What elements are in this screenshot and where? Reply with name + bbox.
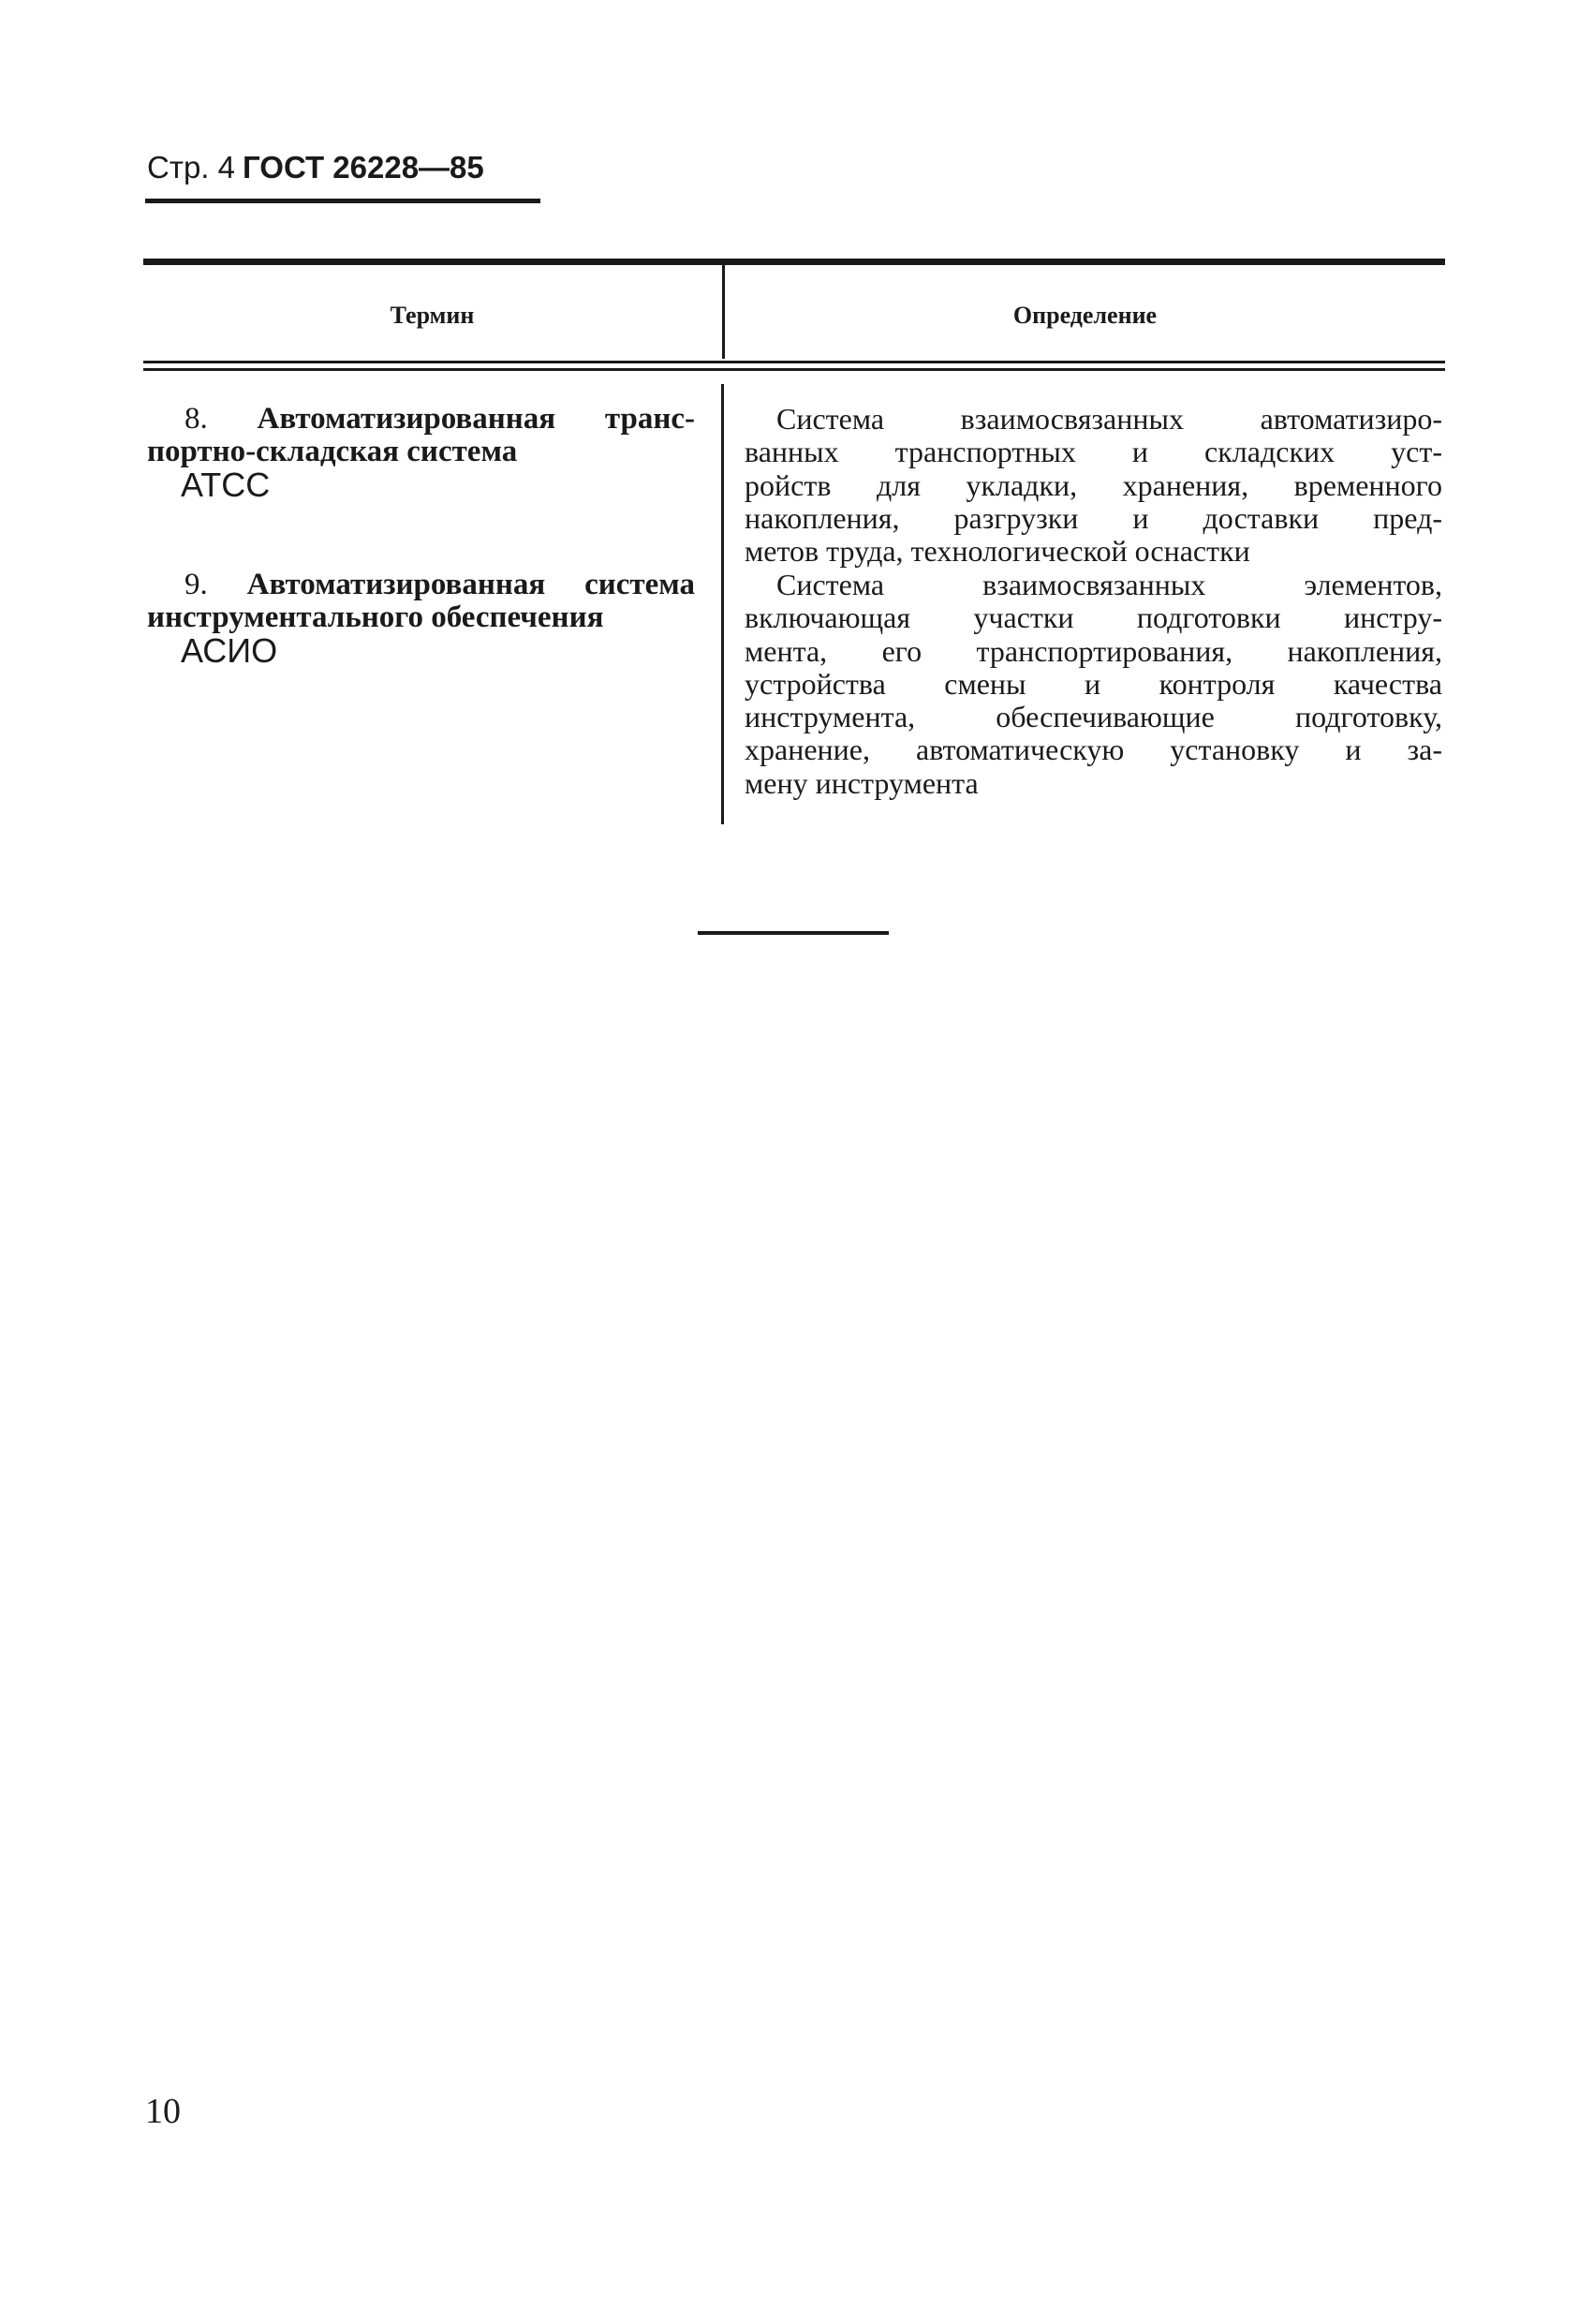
definition-line: накопления, разгрузки и доставки пред- — [745, 500, 1442, 535]
definition-line: мену инструмента — [745, 765, 979, 800]
definition-line: мента, его транспортирования, накопления, — [745, 633, 1442, 668]
definition-cell-8 — [745, 403, 1442, 568]
term-number: 8. — [184, 402, 208, 436]
term-abbreviation: АТСС — [181, 466, 271, 504]
definition-line: устройства смены и контроля качества — [745, 666, 1442, 701]
definition-cell-9 — [745, 569, 1442, 800]
definition-line: инструмента, обеспечивающие подготовку, — [745, 700, 1442, 734]
table-header-rule-double — [143, 368, 1445, 371]
term-abbreviation: АСИО — [181, 631, 278, 670]
column-divider-body — [721, 384, 724, 824]
term-cell-8 — [147, 403, 695, 502]
term-line — [147, 403, 695, 436]
term-cell-9 — [147, 569, 695, 668]
definition-line: ванных транспортных и складских уст- — [745, 435, 1442, 469]
term-line: портно-складская система — [147, 435, 518, 468]
term-number: 9. — [184, 568, 208, 601]
definition-line: Система взаимосвязанных автоматизиро- — [776, 402, 1442, 436]
column-header-definition: Определение — [1012, 302, 1158, 329]
page-label: Стр. 4 — [147, 150, 235, 185]
page-number: 10 — [145, 2092, 181, 2131]
term-line: инструментального обеспечения — [147, 600, 604, 634]
closing-rule — [698, 931, 889, 935]
definition-line: метов труда, технологической оснастки — [745, 534, 1250, 569]
term-text: Автоматизированная транс- — [257, 402, 695, 436]
table-header-rule — [143, 361, 1445, 363]
standard-number: ГОСТ 26228—85 — [243, 150, 484, 185]
table-top-rule — [143, 259, 1445, 265]
header-underline — [145, 199, 540, 203]
definition-line: Система взаимосвязанных элементов, — [776, 568, 1442, 601]
column-header-term: Термин — [390, 302, 475, 329]
definition-line: ройств для укладки, хранения, временного — [745, 467, 1442, 502]
page-header — [147, 150, 484, 185]
term-text: Автоматизированная система — [246, 568, 695, 601]
term-line — [147, 569, 695, 601]
definition-line: хранение, автоматическую установку и за- — [745, 733, 1442, 767]
definition-line: включающая участки подготовки инстру- — [745, 600, 1442, 635]
